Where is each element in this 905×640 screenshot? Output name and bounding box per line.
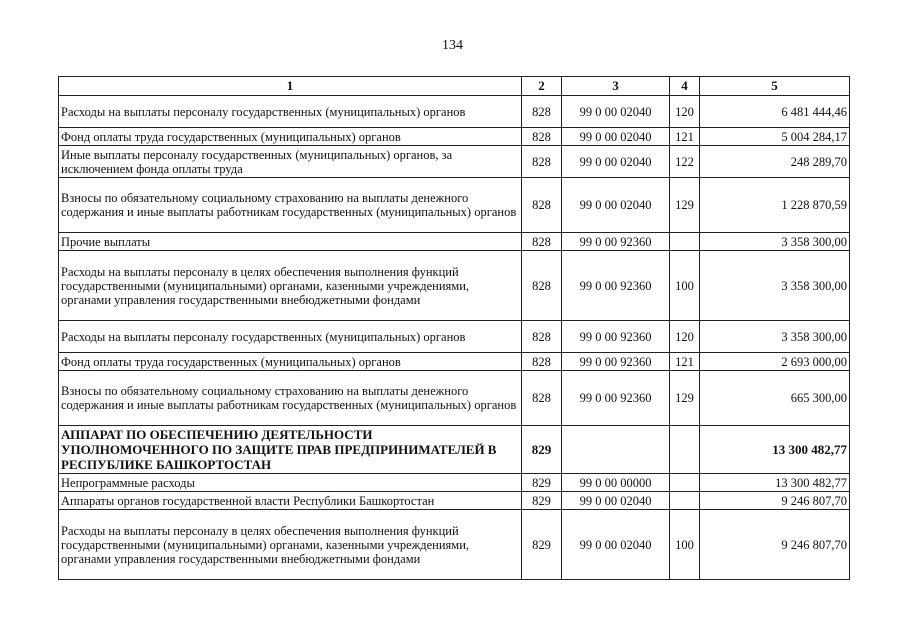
expense-type-cell: 121 — [670, 353, 700, 371]
expense-type-cell — [670, 233, 700, 251]
amount-cell: 2 693 000,00 — [700, 353, 850, 371]
target-article-cell — [562, 426, 670, 474]
amount-cell: 3 358 300,00 — [700, 321, 850, 353]
table-row — [59, 371, 850, 426]
ministry-code-cell: 828 — [522, 146, 562, 178]
amount-cell: 6 481 444,46 — [700, 96, 850, 128]
expense-name-cell: Непрограммные расходы — [59, 474, 522, 492]
table-row — [59, 96, 850, 128]
expense-type-cell — [670, 426, 700, 474]
expense-name-cell: АППАРАТ ПО ОБЕСПЕЧЕНИЮ ДЕЯТЕЛЬНОСТИ УПОЛНОМОЧЕННОГО ПО ЗАЩИТЕ ПРАВ ПРЕДПРИНИМАТЕЛЕЙ В РЕСПУБЛИКЕ БАШКОРТОСТАН — [59, 426, 522, 474]
target-article-cell: 99 0 00 00000 — [562, 474, 670, 492]
expense-type-cell: 120 — [670, 96, 700, 128]
expense-name-cell: Расходы на выплаты персоналу в целях обеспечения выполнения функций государственными (муниципальными) органами, казенными учреждениями, органами управления государственными внебюджетными фондами — [59, 251, 522, 321]
target-article-cell: 99 0 00 02040 — [562, 510, 670, 580]
table-row — [59, 251, 850, 321]
header-col-5: 5 — [700, 77, 850, 96]
expense-type-cell: 121 — [670, 128, 700, 146]
table-section-row — [59, 426, 850, 474]
table-row — [59, 233, 850, 251]
expense-type-cell: 122 — [670, 146, 700, 178]
amount-cell: 1 228 870,59 — [700, 178, 850, 233]
target-article-cell: 99 0 00 92360 — [562, 251, 670, 321]
ministry-code-cell: 828 — [522, 251, 562, 321]
expense-type-cell: 129 — [670, 371, 700, 426]
expense-name-cell: Фонд оплаты труда государственных (муниципальных) органов — [59, 353, 522, 371]
expense-type-cell — [670, 492, 700, 510]
amount-cell: 9 246 807,70 — [700, 492, 850, 510]
target-article-cell: 99 0 00 02040 — [562, 128, 670, 146]
ministry-code-cell: 828 — [522, 233, 562, 251]
target-article-cell: 99 0 00 02040 — [562, 146, 670, 178]
amount-cell: 13 300 482,77 — [700, 474, 850, 492]
expense-type-cell: 100 — [670, 251, 700, 321]
target-article-cell: 99 0 00 02040 — [562, 178, 670, 233]
table-row — [59, 474, 850, 492]
ministry-code-cell: 829 — [522, 474, 562, 492]
ministry-code-cell: 828 — [522, 178, 562, 233]
table-row — [59, 128, 850, 146]
ministry-code-cell: 829 — [522, 492, 562, 510]
ministry-code-cell: 828 — [522, 128, 562, 146]
expense-type-cell: 129 — [670, 178, 700, 233]
expense-name-cell: Прочие выплаты — [59, 233, 522, 251]
expense-name-cell: Взносы по обязательному социальному страхованию на выплаты денежного содержания и иные выплаты работникам государственных (муниципальных) органов — [59, 371, 522, 426]
target-article-cell: 99 0 00 92360 — [562, 371, 670, 426]
expense-name-cell: Аппараты органов государственной власти Республики Башкортостан — [59, 492, 522, 510]
amount-cell: 3 358 300,00 — [700, 251, 850, 321]
ministry-code-cell: 828 — [522, 353, 562, 371]
ministry-code-cell: 829 — [522, 426, 562, 474]
ministry-code-cell: 829 — [522, 510, 562, 580]
header-col-3: 3 — [562, 77, 670, 96]
expense-type-cell: 120 — [670, 321, 700, 353]
amount-cell: 5 004 284,17 — [700, 128, 850, 146]
target-article-cell: 99 0 00 92360 — [562, 233, 670, 251]
expense-name-cell: Расходы на выплаты персоналу государственных (муниципальных) органов — [59, 96, 522, 128]
amount-cell: 13 300 482,77 — [700, 426, 850, 474]
ministry-code-cell: 828 — [522, 321, 562, 353]
header-col-1: 1 — [59, 77, 522, 96]
table-row — [59, 146, 850, 178]
amount-cell: 9 246 807,70 — [700, 510, 850, 580]
ministry-code-cell: 828 — [522, 371, 562, 426]
expense-name-cell: Взносы по обязательному социальному страхованию на выплаты денежного содержания и иные выплаты работникам государственных (муниципальных) органов — [59, 178, 522, 233]
target-article-cell: 99 0 00 02040 — [562, 96, 670, 128]
header-col-4: 4 — [670, 77, 700, 96]
amount-cell: 3 358 300,00 — [700, 233, 850, 251]
page-number: 134 — [442, 38, 463, 53]
expense-name-cell: Иные выплаты персоналу государственных (муниципальных) органов, за исключением фонда оплаты труда — [59, 146, 522, 178]
table-row — [59, 178, 850, 233]
table-row — [59, 321, 850, 353]
ministry-code-cell: 828 — [522, 96, 562, 128]
amount-cell: 248 289,70 — [700, 146, 850, 178]
expense-type-cell — [670, 474, 700, 492]
table-row — [59, 353, 850, 371]
budget-table — [58, 76, 850, 580]
header-col-2: 2 — [522, 77, 562, 96]
expense-name-cell: Фонд оплаты труда государственных (муниципальных) органов — [59, 128, 522, 146]
target-article-cell: 99 0 00 02040 — [562, 492, 670, 510]
expense-type-cell: 100 — [670, 510, 700, 580]
expense-name-cell: Расходы на выплаты персоналу в целях обеспечения выполнения функций государственными (муниципальными) органами, казенными учреждениями, органами управления государственными внебюджетными фондами — [59, 510, 522, 580]
expense-name-cell: Расходы на выплаты персоналу государственных (муниципальных) органов — [59, 321, 522, 353]
target-article-cell: 99 0 00 92360 — [562, 321, 670, 353]
table-row — [59, 510, 850, 580]
amount-cell: 665 300,00 — [700, 371, 850, 426]
target-article-cell: 99 0 00 92360 — [562, 353, 670, 371]
table-header-row — [59, 77, 850, 96]
table-row — [59, 492, 850, 510]
